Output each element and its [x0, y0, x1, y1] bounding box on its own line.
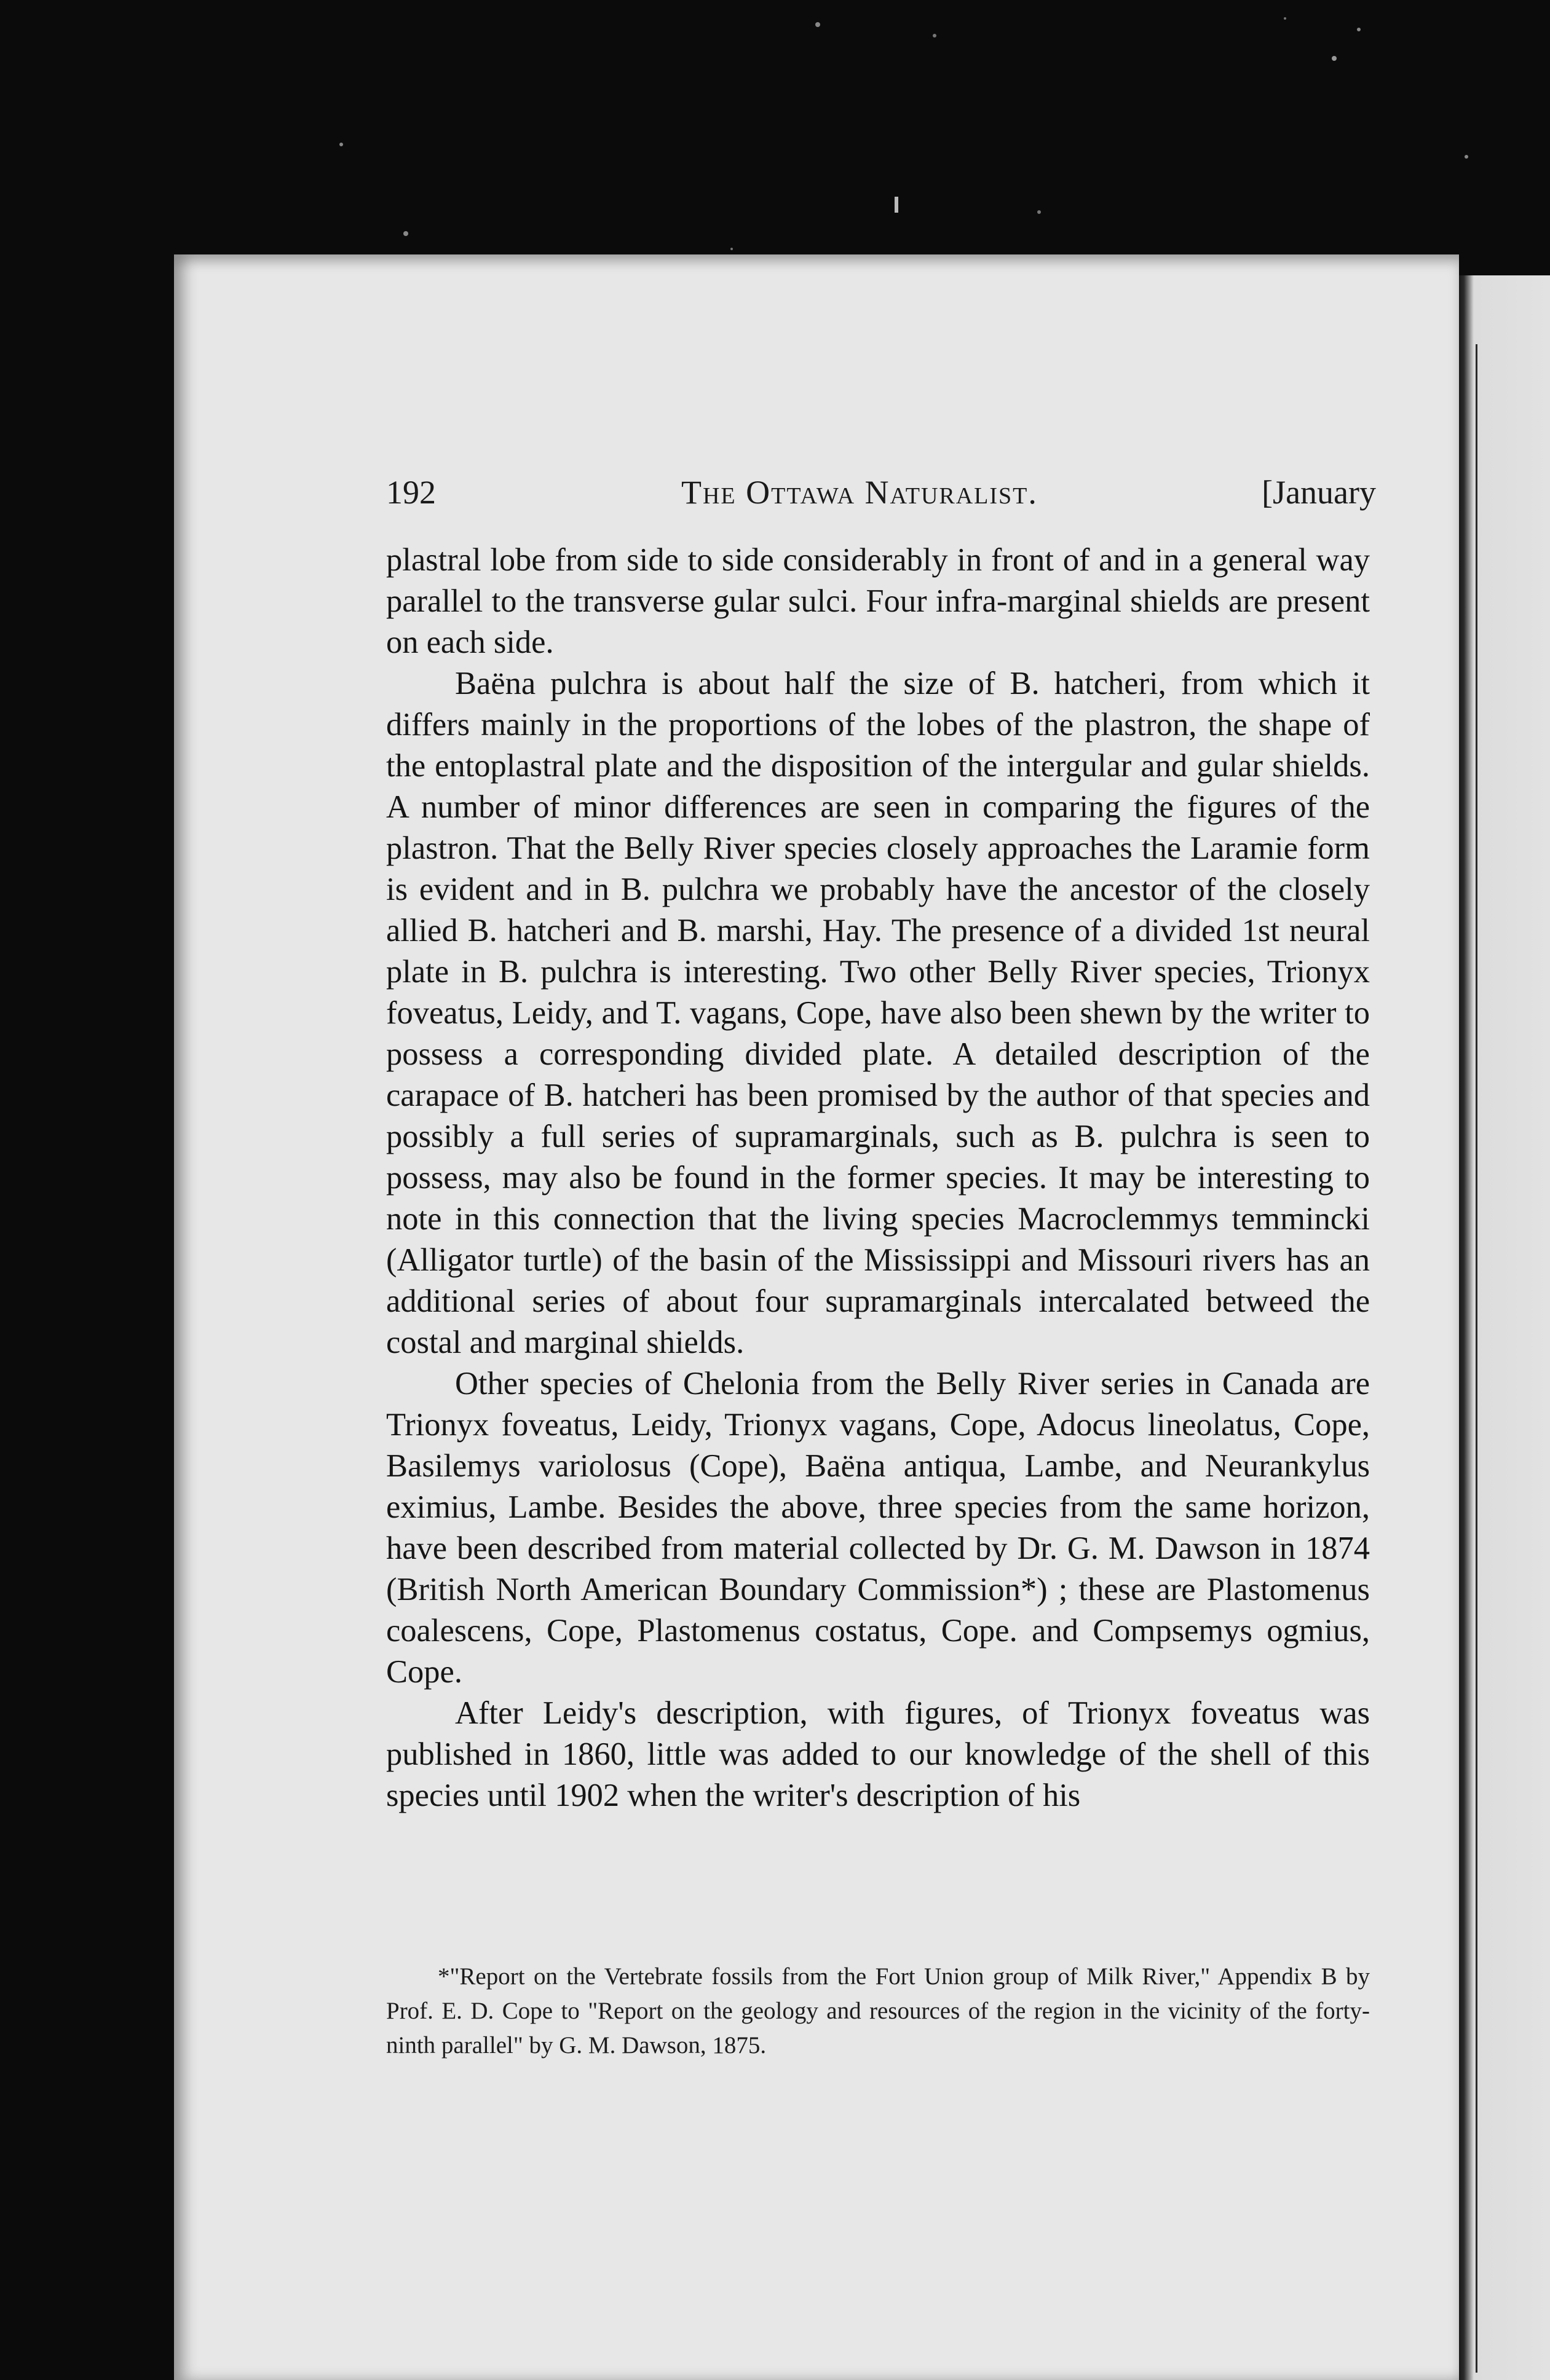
- paragraph: plastral lobe from side to side considerably in front of and in a general way parallel to the transverse gular sulci. Four infra-marginal shields are present on each side.: [386, 542, 1370, 660]
- page-edge-line: [1476, 344, 1477, 2373]
- footnote: [386, 1960, 1370, 2063]
- issue-month: [January: [1262, 474, 1376, 511]
- footnote-text: *"Report on the Vertebrate fossils from the Fort Union group of Milk River," Appendix B by Prof. E. D. Cope to "Report on the geology and resources of the region in the vicinity of the forty-ninth parallel" by G. M. Dawson, 1875.: [386, 1963, 1370, 2059]
- journal-title: The Ottawa Naturalist.: [681, 474, 1038, 511]
- running-header: [386, 473, 1376, 516]
- scan-specks: [0, 0, 1550, 258]
- paragraph: After Leidy's description, with figures, of Trionyx foveatus was published in 1860, little was added to our knowledge of the shell of this species until 1902 when the writer's description of his: [386, 1695, 1370, 1813]
- paragraph: Other species of Chelonia from the Belly River series in Canada are Trionyx foveatus, Leidy, Trionyx vagans, Cope, Adocus lineolatus, Cope, Basilemys variolosus (Cope), Baëna antiqua, Lambe, and Neurankylus eximius, Lambe. Besides the above, three species from the same horizon, have been described from material collected by Dr. G. M. Dawson in 1874 (British North American Boundary Commission*) ; these are Plastomenus coalescens, Cope, Plastomenus costatus, Cope. and Compsemys ogmius, Cope.: [386, 1366, 1370, 1690]
- facing-page-edge: [1459, 275, 1550, 2380]
- body-text: [386, 540, 1370, 1816]
- page-number: 192: [386, 474, 436, 511]
- paragraph: Baëna pulchra is about half the size of B. hatcheri, from which it differs mainly in the proportions of the lobes of the plastron, the shape of the entoplastral plate and the disposition of the intergular and gular shields. A number of minor differences are seen in comparing the figures of the plastron. That the Belly River species closely approaches the Laramie form is evident and in B. pulchra we probably have the ancestor of the closely allied B. hatcheri and B. marshi, Hay. The presence of a divided 1st neural plate in B. pulchra is interesting. Two other Belly River species, Trionyx foveatus, Leidy, and T. vagans, Cope, have also been shewn by the writer to possess a corresponding divided plate. A detailed description of the carapace of B. hatcheri has been promised by the author of that species and possibly a full series of supramarginals, such as B. pulchra is seen to possess, may also be found in the former species. It may be interesting to note in this connection that the living species Macroclemmys temmincki (Alligator turtle) of the basin of the Mississippi and Missouri rivers has an additional series of about four supramarginals intercalated betweed the costal and marginal shields.: [386, 666, 1370, 1360]
